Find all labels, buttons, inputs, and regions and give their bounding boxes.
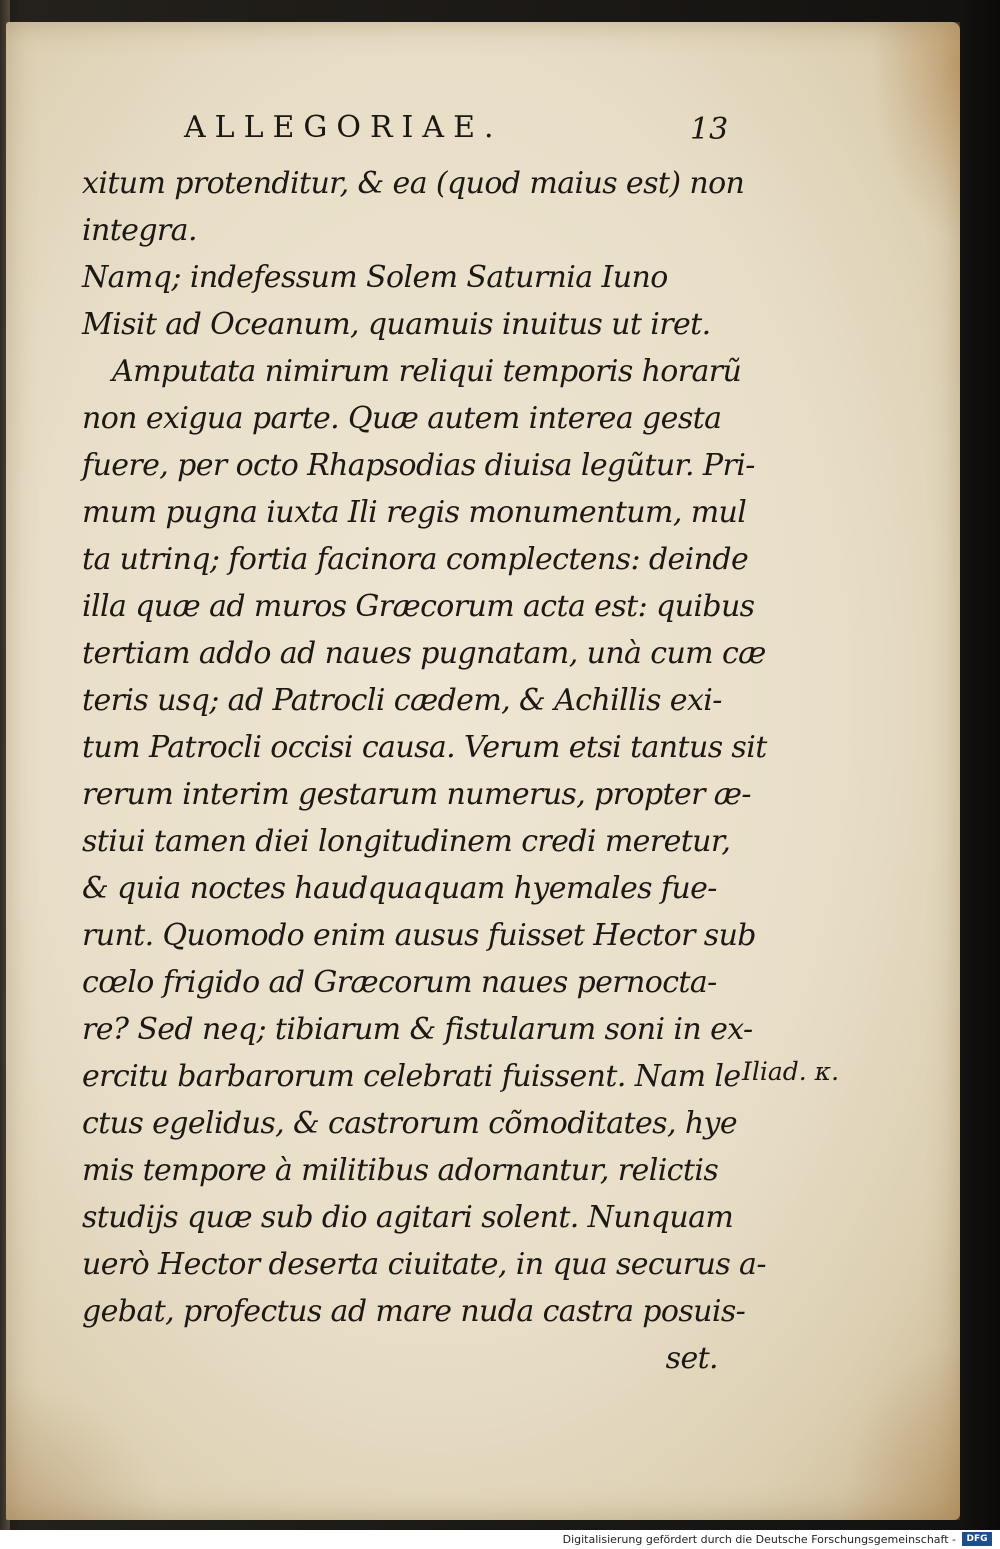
text-line: & quia noctes haudquaquam hyemales fue- [82,871,717,906]
text-line: ercitu barbarorum celebrati fuissent. Nam le [82,1059,741,1094]
text-line: re? Sed neq; tibiarum & fistularum soni in ex- [82,1012,753,1047]
text-line: gebat, profectus ad mare nuda castra posuis- [82,1294,746,1329]
dfg-logo: DFG [962,1532,992,1546]
footer-credit: Digitalisierung gefördert durch die Deutsche Forschungsgemeinschaft - [562,1533,956,1546]
text-line: set. [665,1341,718,1376]
text-line: tertiam addo ad naues pugnatam, unà cum cæ [82,636,766,671]
page-number: 13 [690,112,729,147]
page-stain [870,22,960,242]
text-line: ta utrinq; fortia facinora complectens: deinde [82,542,749,577]
verse-line: Namq; indefessum Solem Saturnia Iuno [82,260,668,295]
text-line: mis tempore à militibus adornantur, relictis [82,1153,719,1188]
text-line: illa quæ ad muros Græcorum acta est: quibus [82,589,755,624]
text-line: ctus egelidus, & castrorum cõmoditates, hye [82,1106,738,1141]
page-stain [6,1380,166,1520]
text-line: Amputata nimirum reliqui temporis horarũ [112,354,742,389]
text-line: xitum protenditur, & ea (quod maius est) non [82,166,745,201]
verse-line: Misit ad Oceanum, quamuis inuitus ut iret. [82,307,711,342]
text-line: non exigua parte. Quæ autem interea gesta [82,401,722,436]
text-line: stiui tamen diei longitudinem credi meretur, [82,824,731,859]
text-line: runt. Quomodo enim ausus fuisset Hector sub [82,918,756,953]
text-line: fuere, per octo Rhapsodias diuisa legũtur. Pri- [82,448,755,483]
text-line: cœlo frigido ad Græcorum naues pernocta- [82,965,717,1000]
text-line: tum Patrocli occisi causa. Verum etsi tantus sit [82,730,767,765]
text-line: rerum interim gestarum numerus, propter æ- [82,777,751,812]
text-line: teris usq; ad Patrocli cædem, & Achillis exi- [82,683,722,718]
marginal-note: Iliad. κ. [742,1057,840,1086]
running-head: ALLEGORIAE. [184,110,503,145]
text-line: mum pugna iuxta Ili regis monumentum, mul [82,495,747,530]
body-text [82,160,767,1382]
text-line: integra. [82,213,197,248]
text-line: uerò Hector deserta ciuitate, in qua securus a- [82,1247,766,1282]
text-line: studijs quæ sub dio agitari solent. Nunquam [82,1200,734,1235]
page-stain [840,1340,960,1520]
